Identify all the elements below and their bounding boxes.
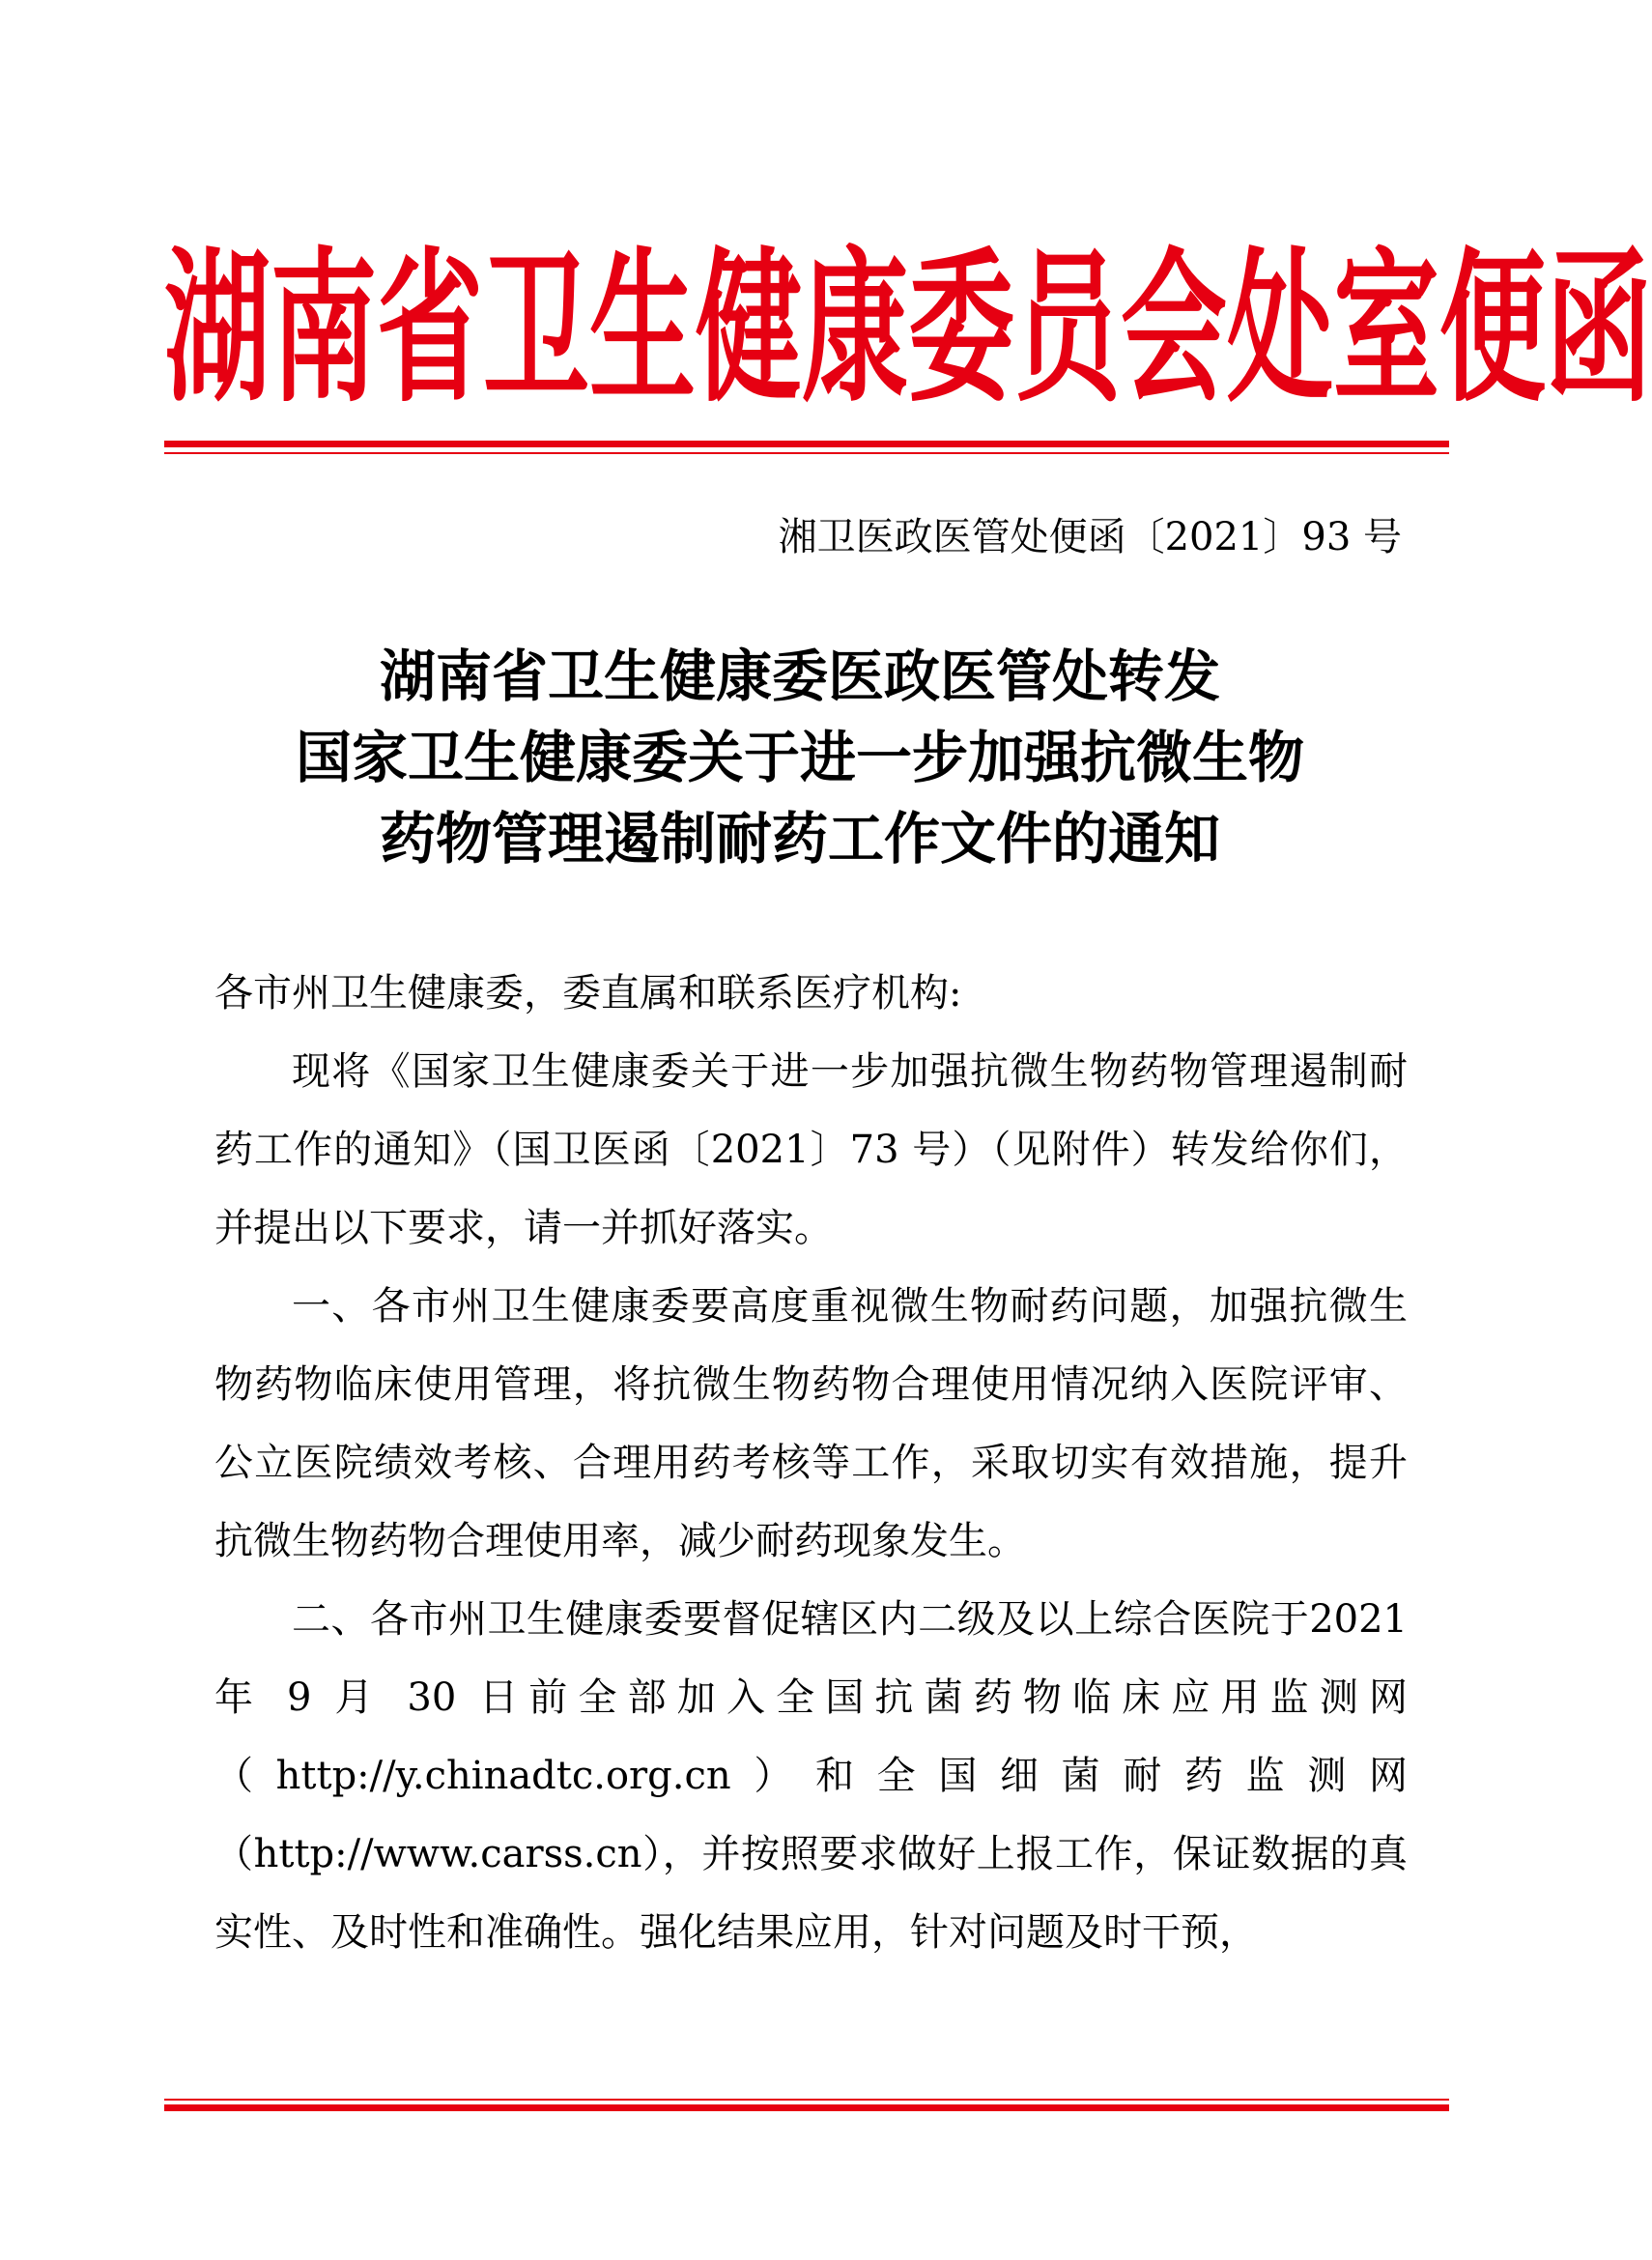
body-paragraph: 现将《国家卫生健康委关于进一步加强抗微生物药物管理遏制耐药工作的通知》（国卫医函〔2021〕73 号）（见附件）转发给你们，并提出以下要求，请一并抓好落实。	[214, 1049, 1408, 1250]
masthead-char: 委	[908, 231, 1014, 425]
title-line: 药物管理遏制耐药工作文件的通知	[379, 806, 1220, 872]
masthead-char: 处	[1227, 231, 1333, 425]
title-line: 国家卫生健康委关于进一步加强抗微生物	[295, 725, 1304, 790]
masthead-char: 生	[589, 231, 696, 425]
masthead-char: 函	[1546, 231, 1652, 425]
masthead-char: 康	[802, 231, 908, 425]
body-paragraph: 二、各市州卫生健康委要督促辖区内二级及以上综合医院于2021 年 9 月 30 日前全部加入全国抗菌药物临床应用监测网（http://y.chinadtc.org.cn）和全国细菌耐药监测网（http://www.carss.cn），并按照要求做好上报工作，保证数据的真实性、及时性和准确性。强化结果应用，针对问题及时干预，	[214, 1597, 1408, 1955]
masthead-char: 会	[1121, 231, 1227, 425]
header-red-rule-thick	[164, 441, 1449, 447]
masthead-char: 便	[1439, 231, 1546, 425]
salutation: 各市州卫生健康委，委直属和联系医疗机构:	[214, 971, 962, 1016]
footer-red-rule-thick	[164, 2104, 1449, 2111]
document-number: 湘卫医政医管处便函〔2021〕93 号	[778, 515, 1402, 559]
masthead-title	[164, 231, 1652, 425]
masthead-char: 员	[1014, 231, 1121, 425]
masthead-char: 室	[1333, 231, 1439, 425]
footer-red-rule-thin	[164, 2099, 1449, 2101]
masthead-char: 湖	[164, 231, 271, 425]
document-body	[214, 955, 1408, 1972]
body-paragraph: 一、各市州卫生健康委要高度重视微生物耐药问题，加强抗微生物药物临床使用管理，将抗微生物药物合理使用情况纳入医院评审、公立医院绩效考核、合理用药考核等工作，采取切实有效措施，提升抗微生物药物合理使用率，减少耐药现象发生。	[214, 1284, 1408, 1563]
masthead-char: 卫	[483, 231, 589, 425]
title-line: 湖南省卫生健康委医政医管处转发	[379, 644, 1220, 709]
header-red-rule-thin	[164, 452, 1449, 454]
masthead-char: 南	[271, 231, 377, 425]
masthead-char: 省	[377, 231, 483, 425]
masthead-char: 健	[696, 231, 802, 425]
document-title	[164, 636, 1436, 879]
